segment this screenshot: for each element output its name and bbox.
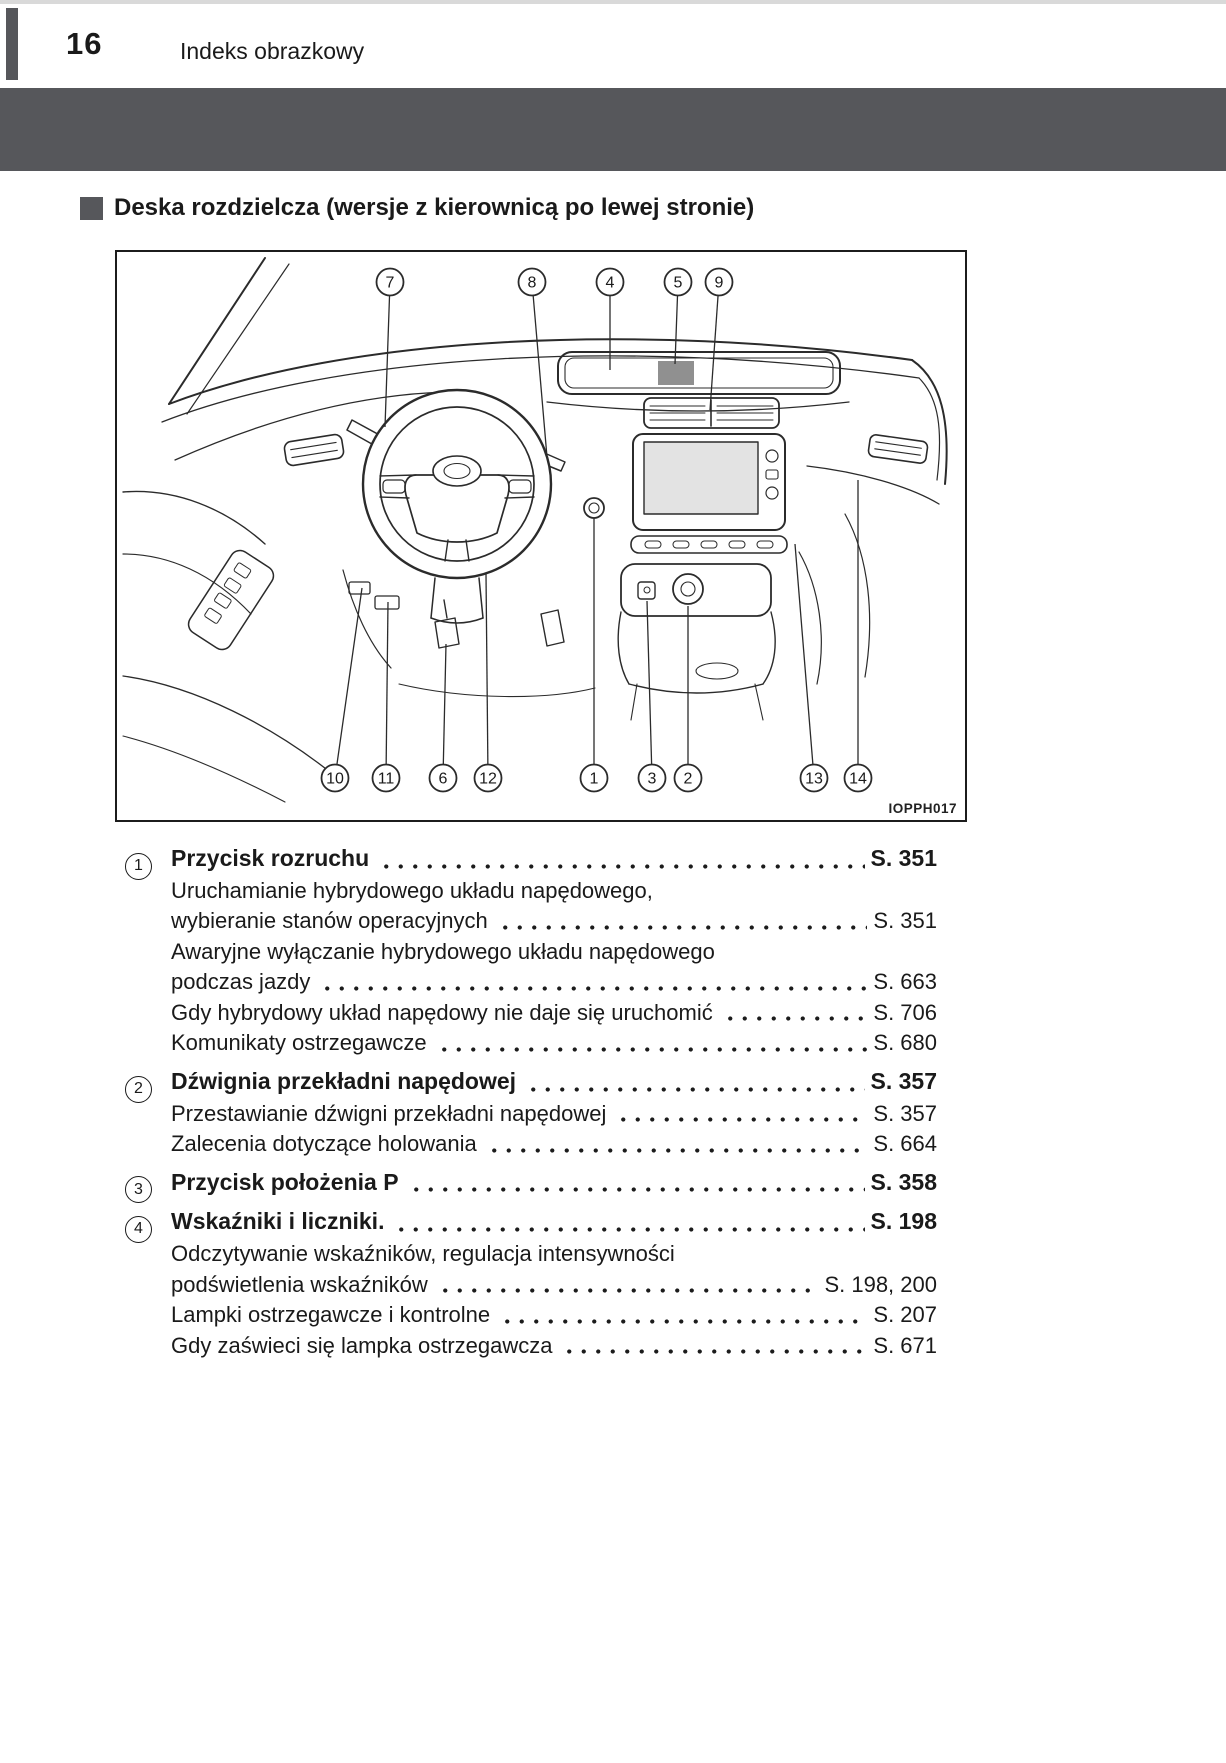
circled-number: 2 [125,1076,152,1103]
callout-number: 2 [683,770,693,788]
entry-number [125,1072,171,1099]
dot-leader [526,1077,864,1099]
callout-number: 11 [377,770,395,788]
section-bullet-square [80,197,103,220]
page-top-edge [0,0,1226,4]
steering-emblem [433,456,481,486]
index-subentry-row [125,1028,937,1059]
callout-2 [675,606,702,792]
index-subentry-row [125,1300,937,1331]
page-ref: S. 351 [870,845,937,871]
page-ref: S. 357 [873,1100,937,1126]
callout-10 [322,588,363,792]
dot-leader [562,1339,867,1361]
index-subentry-row [125,1331,937,1362]
header-band [0,88,1226,171]
entry-text: Przycisk położenia P [171,1168,399,1195]
entry-text: podświetlenia wskaźników [171,1271,428,1297]
page-ref: S. 706 [873,999,937,1025]
page-ref: S. 357 [870,1067,937,1094]
callout-9 [706,269,733,411]
callout-14 [845,480,872,792]
steering-wheel [347,390,565,623]
entry-text: Awaryjne wyłączanie hybrydowego układu napędowego [171,938,715,964]
callout-12 [475,574,502,792]
index-item-2 [125,1066,937,1160]
entry-text: Lampki ostrzegawcze i kontrolne [171,1302,491,1327]
entry-text: Gdy zaświeci się lampka ostrzegawcza [171,1332,553,1358]
callout-number: 14 [849,770,867,788]
callout-number: 3 [647,770,657,788]
dot-leader [498,915,868,937]
index-subentry-row [125,937,937,968]
page-ref: S. 680 [873,1030,937,1056]
picture-index [125,843,937,1368]
header-title: Indeks obrazkowy [180,38,365,64]
page-ref: S. 664 [873,1131,937,1156]
page-ref: S. 671 [873,1332,937,1358]
index-subentry-row [125,967,937,998]
entry-text: Dźwignia przekładni napędowej [171,1067,517,1094]
callout-number: 6 [438,770,448,788]
page-number: 16 [66,26,103,61]
entry-number [125,849,171,876]
callout-5 [665,269,692,365]
index-subentry-row [125,1099,937,1130]
callout-number: 7 [385,274,395,292]
header-left-bar [6,8,18,80]
page-ref: S. 198 [870,1208,937,1235]
index-entry-row [125,843,937,876]
circled-number: 1 [125,853,152,880]
index-subentry-row [125,1129,937,1160]
callout-1 [581,518,608,792]
dot-leader [409,1177,865,1199]
section-heading [80,194,754,222]
entry-text: Przycisk rozruchu [171,845,370,871]
dot-leader [438,1278,819,1300]
index-entry-row [125,1167,937,1200]
page-ref: S. 207 [873,1302,937,1327]
page-ref: S. 663 [873,969,937,995]
entry-text: wybieranie stanów operacyjnych [171,908,488,934]
callout-11 [373,602,400,792]
callout-number: 12 [479,770,497,788]
page-ref: S. 198, 200 [824,1271,937,1297]
index-item-1 [125,843,937,1059]
dot-leader [487,1138,868,1160]
dot-leader [394,1217,864,1239]
page-ref: S. 358 [870,1168,937,1195]
callout-number: 1 [589,770,599,788]
entry-text: Odczytywanie wskaźników, regulacja intensywności [171,1241,675,1266]
callout-number: 9 [714,274,724,292]
index-subentry-row [125,906,937,937]
callout-number: 13 [805,770,823,788]
circled-number: 3 [125,1176,152,1203]
index-entry-row [125,1206,937,1239]
dashboard-illustration [117,252,965,820]
index-entry-row [125,1066,937,1099]
callout-number: 5 [673,274,683,292]
index-subentry-row [125,1270,937,1301]
index-item-3 [125,1167,937,1200]
callout-number: 4 [605,274,615,292]
dot-leader [320,976,867,998]
entry-text: Wskaźniki i liczniki. [171,1208,385,1235]
dot-leader [723,1006,868,1028]
entry-text: podczas jazdy [171,969,311,995]
dot-leader [616,1107,867,1129]
dashboard-figure [115,250,967,822]
dot-leader [379,854,864,876]
index-subentry-row [125,1239,937,1270]
entry-text: Komunikaty ostrzegawcze [171,1030,427,1056]
figure-code: IOPPH017 [888,801,957,816]
callout-number: 10 [326,770,344,788]
entry-text: Przestawianie dźwigni przekładni napędowej [171,1100,607,1126]
callout-3 [639,601,666,792]
section-title: Deska rozdzielcza (wersje z kierownicą po lewej stronie) [114,194,755,221]
callout-7 [377,269,404,428]
entry-text: Uruchamianie hybrydowego układu napędowego, [171,877,653,903]
dot-leader [500,1309,867,1331]
index-subentry-row [125,876,937,907]
callout-number: 8 [527,274,537,292]
index-item-4 [125,1206,937,1361]
circled-number: 4 [125,1216,152,1243]
page-ref: S. 351 [873,908,937,934]
window-switch-panel [185,547,278,654]
callout-6 [430,644,457,792]
entry-text: Gdy hybrydowy układ napędowy nie daje się uruchomić [171,999,713,1025]
callout-4 [597,269,624,371]
index-subentry-row [125,998,937,1029]
entry-number [125,1212,171,1239]
dot-leader [437,1037,868,1059]
entry-text: Zalecenia dotyczące holowania [171,1131,477,1156]
entry-number [125,1172,171,1199]
